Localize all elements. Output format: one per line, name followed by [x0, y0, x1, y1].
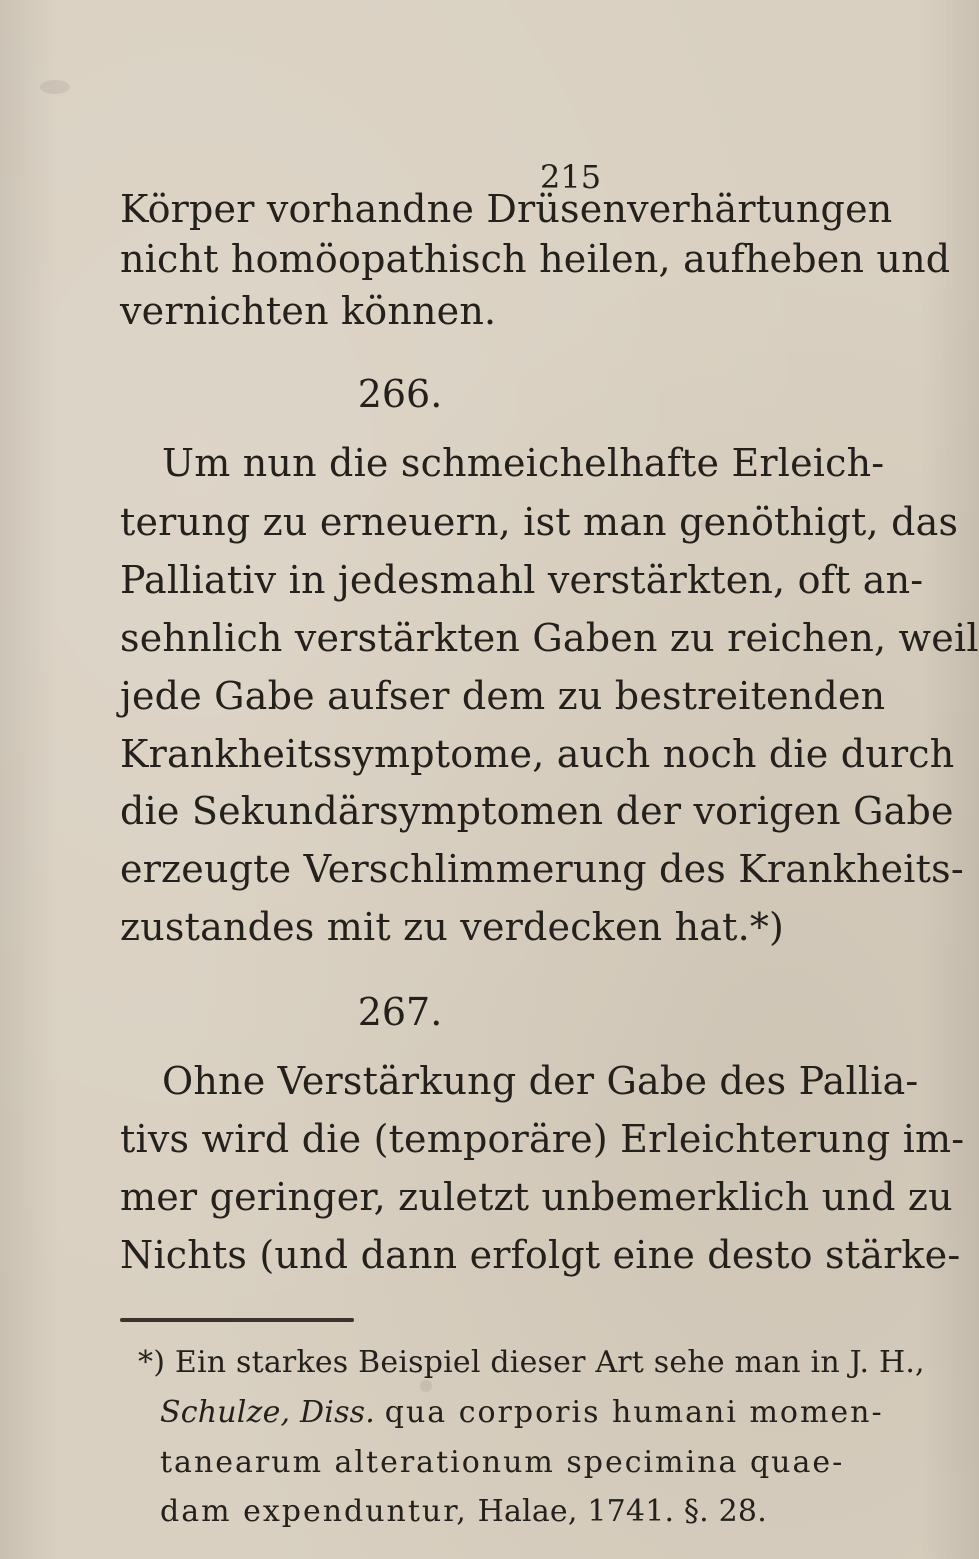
- footnote-line: *) Ein starkes Beispiel dieser Art sehe man in J. H.,: [138, 1345, 925, 1380]
- paragraph-line: zustandes mit zu verdecken hat.*): [120, 905, 785, 949]
- paragraph-line: erzeugte Verschlimmerung des Krankheits-: [120, 847, 964, 891]
- paragraph-line: jede Gabe aufser dem zu bestreitenden: [120, 674, 886, 718]
- paragraph-line: Krankheitssymptome, auch noch die durch: [120, 732, 955, 776]
- text-line: nicht homöopathisch heilen, aufheben und: [120, 237, 951, 281]
- text-line: vernichten können.: [120, 289, 497, 333]
- footnote-line: [160, 1494, 767, 1529]
- footnote-publication: Halae, 1741. §. 28.: [477, 1494, 767, 1529]
- paragraph-line: mer geringer, zuletzt unbemerklich und zu: [120, 1175, 953, 1219]
- paper-stain: [40, 80, 70, 94]
- paragraph-line: sehnlich verstärkten Gaben zu reichen, weil: [120, 616, 979, 660]
- text-line: Körper vorhandne Drüsenverhärtungen: [120, 187, 893, 231]
- paragraph-line: Ohne Verstärkung der Gabe des Pallia-: [162, 1059, 919, 1103]
- footnote-title-end: dam expenduntur,: [160, 1494, 468, 1529]
- paragraph-line: Nichts (und dann erfolgt eine desto stärke-: [120, 1233, 961, 1277]
- footnote-line: [160, 1395, 884, 1430]
- paragraph-line: die Sekundärsymptomen der vorigen Gabe: [120, 789, 954, 833]
- paragraph-line: tivs wird die (temporäre) Erleichterung im-: [120, 1117, 965, 1161]
- section-number: 266.: [357, 372, 443, 416]
- paragraph-line: terung zu erneuern, ist man genöthigt, das: [120, 500, 959, 544]
- footnote-author: Schulze, Diss.: [160, 1395, 375, 1430]
- footnote-rule: [120, 1318, 354, 1322]
- paragraph-line: Um nun die schmeichelhafte Erleich-: [162, 441, 885, 485]
- paper-stain: [420, 1380, 432, 1392]
- footnote-title: qua corporis humani momen-: [384, 1395, 884, 1430]
- section-number: 267.: [357, 990, 443, 1034]
- footnote-line: tanearum alterationum specimina quae-: [160, 1445, 845, 1480]
- paragraph-line: Palliativ in jedesmahl verstärkten, oft an-: [120, 558, 924, 602]
- page-number: 215: [540, 158, 602, 196]
